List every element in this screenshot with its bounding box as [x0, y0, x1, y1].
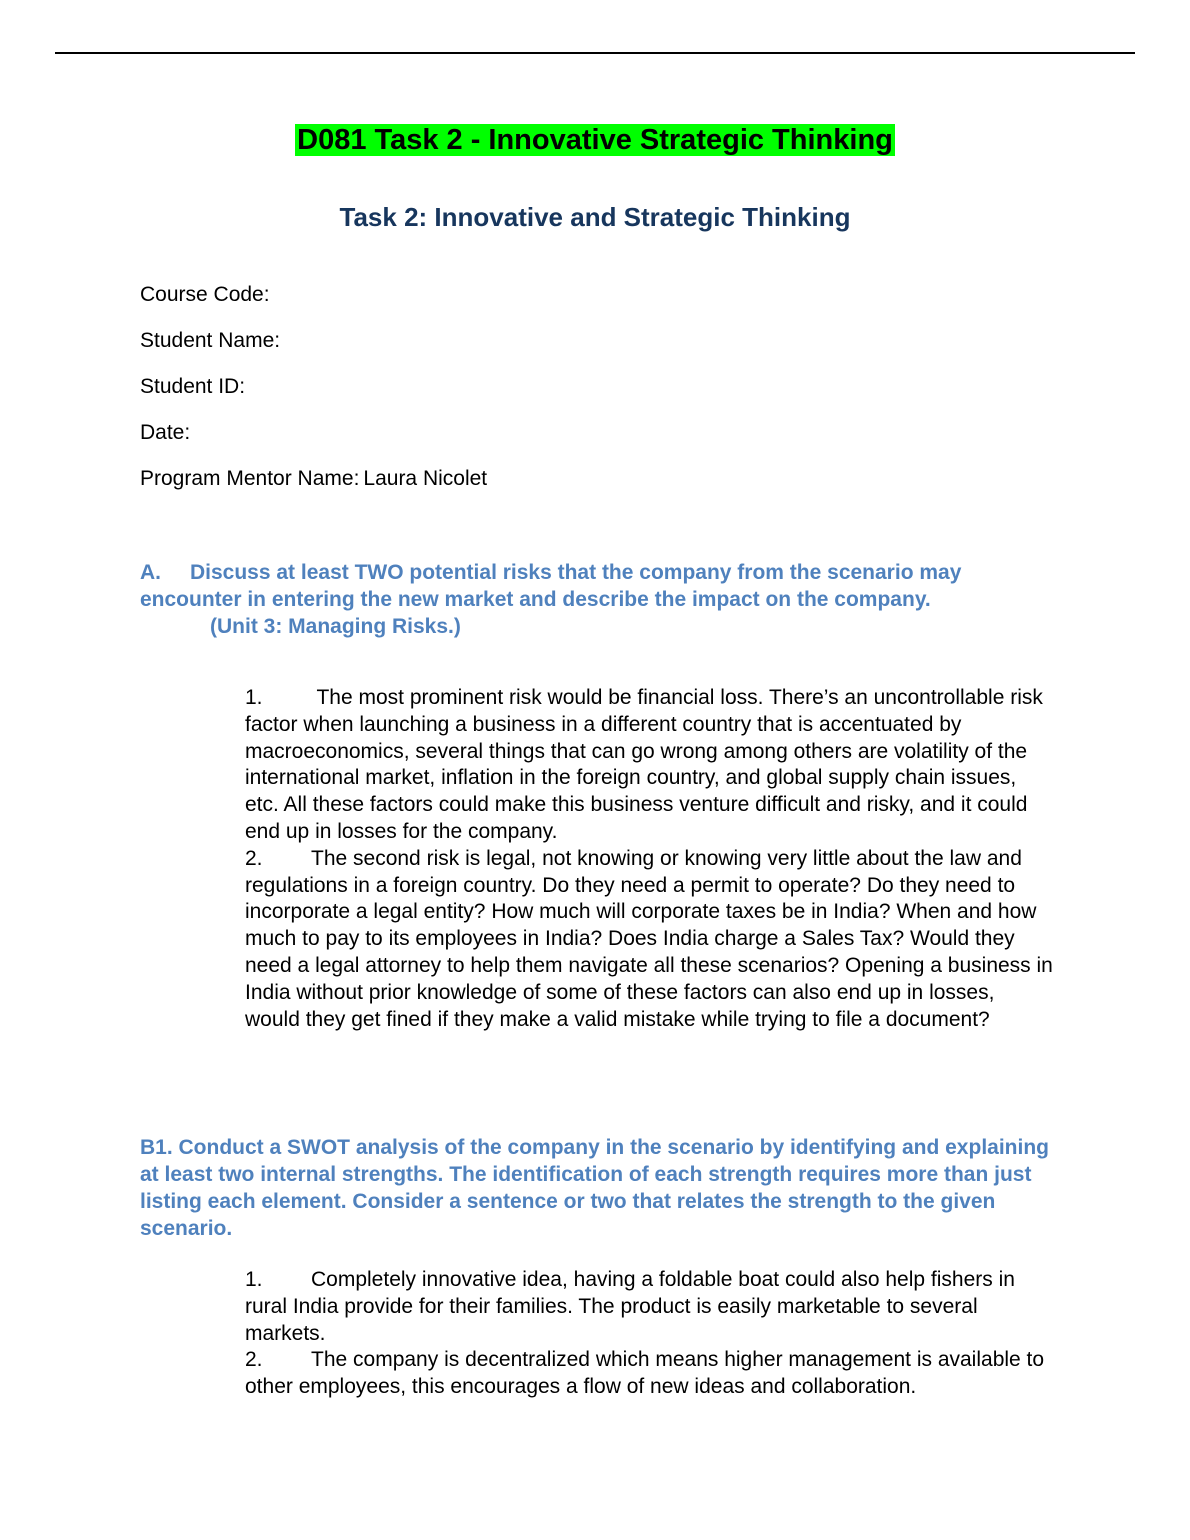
field-label: Date: [140, 421, 191, 444]
list-item-text: The company is decentralized which means higher management is available to other employees, this encourages a flow of new ideas and collaboration. [245, 1348, 1045, 1399]
field-program-mentor [140, 465, 487, 493]
question-a-text: Discuss at least TWO potential risks that the company from the scenario may encounter in entering the new market and describe the impact on the company. [140, 561, 962, 611]
list-item-number: 1. [245, 1268, 263, 1291]
field-label: Program Mentor Name: [140, 467, 360, 490]
document-subtitle: Task 2: Innovative and Strategic Thinking [339, 202, 851, 232]
list-item-text: The second risk is legal, not knowing or knowing very little about the law and regulations in a foreign country. Do they need a permit to operate? Do they need to incorporate a legal entity? How much will corporate taxes be in India? When and how much to pay to its employees in India? Does India charge a Sales Tax? Would they need a legal attorney to help them navigate all these scenarios? Opening a business in India without prior knowledge of some of these factors can also end up in losses, would they get fined if they make a valid mistake while trying to file a document? [245, 846, 1053, 1031]
list-item [245, 846, 1055, 1034]
answer-a-list [245, 685, 1055, 1033]
list-item-number: 1. [245, 686, 263, 709]
field-value: Laura Nicolet [363, 467, 488, 490]
question-a-letter: A. [140, 561, 161, 584]
document-title [0, 120, 1190, 160]
answer-b1-list [245, 1267, 1055, 1401]
document-title-text: D081 Task 2 - Innovative Strategic Thinking [297, 124, 893, 156]
list-item-number: 2. [245, 846, 263, 870]
field-course-code [140, 281, 274, 309]
field-label: Student ID: [140, 375, 246, 398]
list-item-text: Completely innovative idea, having a foldable boat could also help fishers in rural India provide for their families. The product is easily marketable to several markets. [245, 1268, 1015, 1345]
field-student-name [140, 327, 284, 355]
question-a-unit: (Unit 3: Managing Risks.) [210, 615, 461, 638]
field-student-id [140, 373, 249, 401]
list-item [245, 685, 1055, 846]
list-item-text: The most prominent risk would be financial loss. There’s an uncontrollable risk factor when launching a business in a different country that is accentuated by macroeconomics, several things that can go wrong among others are volatility of the international market, inflation in the foreign country, and global supply chain issues, etc. All these factors could make this business venture difficult and risky, and it could end up in losses for the company. [245, 686, 1043, 843]
header-rule [55, 52, 1135, 54]
list-item [245, 1267, 1055, 1347]
question-a [140, 559, 1050, 640]
field-label: Course Code: [140, 283, 270, 306]
list-item-number: 2. [245, 1348, 263, 1372]
list-item [245, 1347, 1055, 1401]
field-date [140, 419, 194, 447]
question-b1: B1. Conduct a SWOT analysis of the company in the scenario by identifying and explaining at least two internal strengths. The identification of each strength requires more than just listing each element. Consider a sentence or two that relates the strength to the given scenario. [140, 1136, 1049, 1240]
field-label: Student Name: [140, 329, 281, 352]
